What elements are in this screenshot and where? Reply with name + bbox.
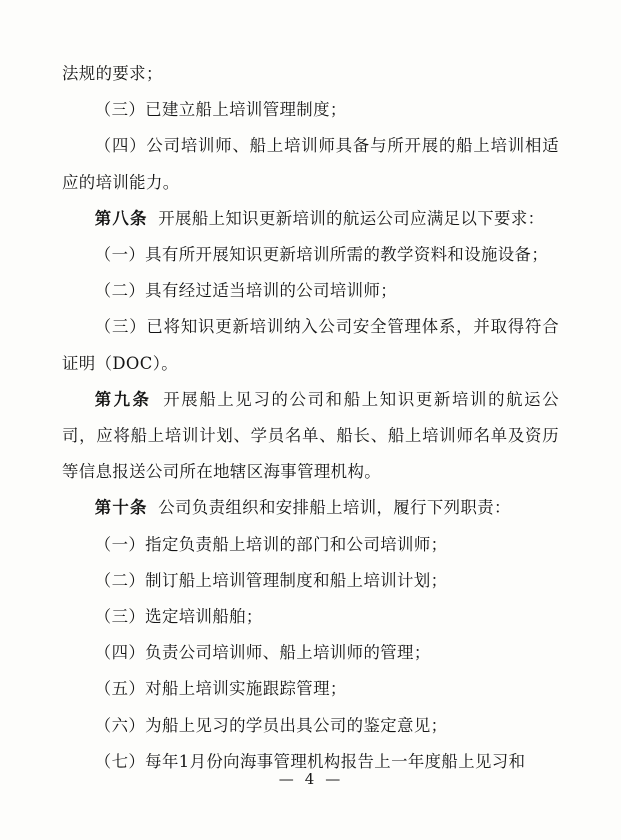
paragraph <box>62 635 559 671</box>
paragraph <box>62 309 559 381</box>
paragraph-text: （二）制订船上培训管理制度和船上培训计划； <box>94 570 448 590</box>
paragraph <box>62 563 559 599</box>
paragraph-text: （六）为船上见习的学员出具公司的鉴定意见； <box>94 715 448 735</box>
paragraph <box>62 128 559 200</box>
article-paragraph-8 <box>62 201 559 237</box>
paragraph-text: 开展船上见习的公司和船上知识更新培训的航运公司，应将船上培训计划、学员名单、船长、船上培训师名单及资历等信息报送公司所在地辖区海事管理机构。 <box>62 389 559 482</box>
paragraph-text: （三）已将知识更新培训纳入公司安全管理体系，并取得符合证明（DOC）。 <box>62 317 559 373</box>
footer-dash-right: — <box>325 770 343 788</box>
footer-dash-left: — <box>278 770 296 788</box>
article-paragraph-10 <box>62 490 559 526</box>
paragraph-text: 公司负责组织和安排船上培训，履行下列职责： <box>158 498 511 518</box>
paragraph-text: （二）具有经过适当培训的公司培训师； <box>94 281 398 301</box>
paragraph-text: 法规的要求； <box>62 64 163 83</box>
paragraph <box>62 92 559 128</box>
paragraph <box>62 671 559 707</box>
paragraph <box>62 599 559 635</box>
paragraph <box>62 708 559 744</box>
article-label: 第九条 <box>94 389 152 409</box>
paragraph-text: （四）公司培训师、船上培训师具备与所开展的船上培训相适应的培训能力。 <box>62 136 559 192</box>
paragraph-text: 开展船上知识更新培训的航运公司应满足以下要求： <box>158 208 545 228</box>
paragraph-text: （七）每年1月份向海事管理机构报告上一年度船上见习和 <box>94 751 526 771</box>
page-number: 4 <box>304 770 317 788</box>
paragraph <box>62 527 559 563</box>
paragraph <box>62 273 559 309</box>
article-paragraph-9 <box>62 382 559 491</box>
article-label: 第八条 <box>94 208 148 228</box>
paragraph <box>62 56 559 92</box>
paragraph-text: （三）已建立船上培训管理制度； <box>94 100 347 120</box>
page-footer <box>0 770 621 788</box>
paragraph-text: （五）对船上培训实施跟踪管理； <box>94 679 347 699</box>
paragraph-text: （一）指定负责船上培训的部门和公司培训师； <box>94 534 448 554</box>
document-body <box>62 56 559 780</box>
article-label: 第十条 <box>94 498 148 518</box>
paragraph-text: （四）负责公司培训师、船上培训师的管理； <box>94 643 431 663</box>
paragraph <box>62 237 559 273</box>
paragraph-text: （一）具有所开展知识更新培训所需的教学资料和设施设备； <box>94 245 549 265</box>
paragraph-text: （三）选定培训船舶； <box>94 607 263 627</box>
